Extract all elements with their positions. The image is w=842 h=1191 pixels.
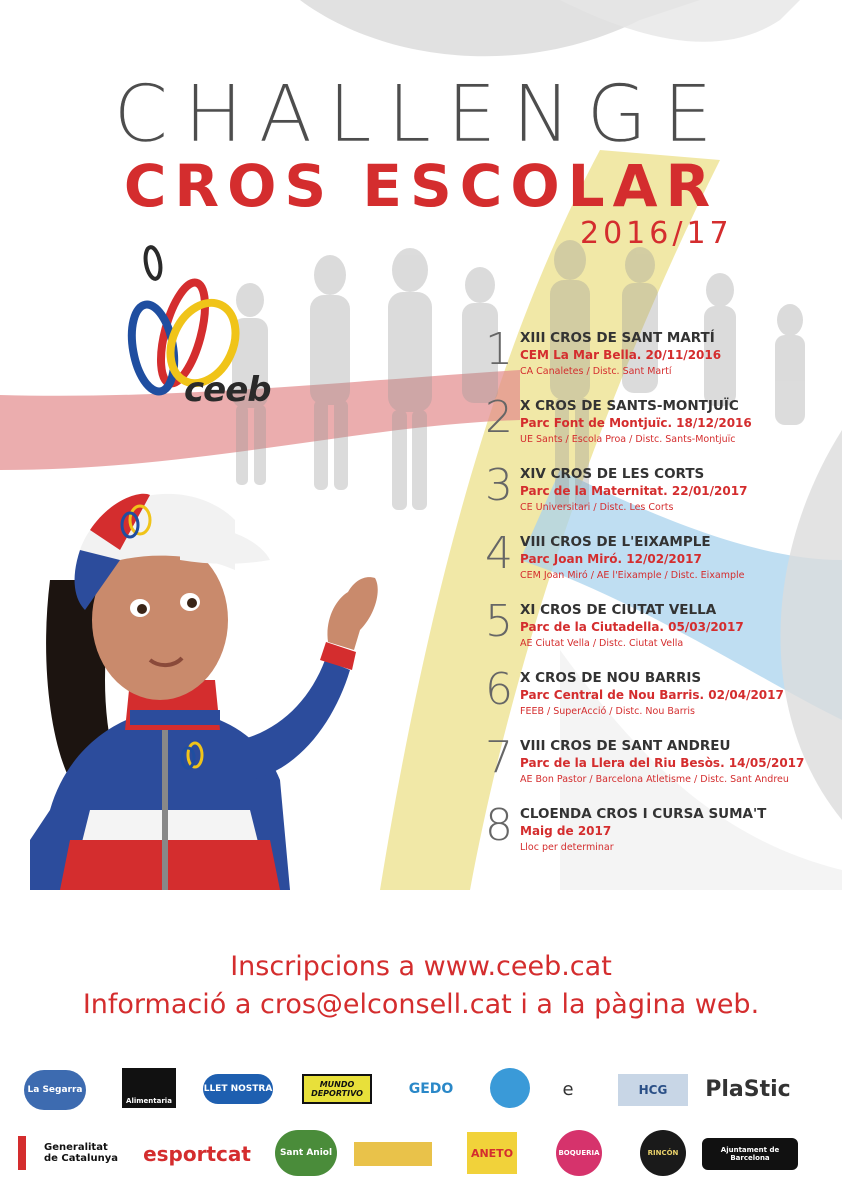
event-number: 8 [485,800,513,851]
sponsor-sant-aniol: Sant Aniol [275,1130,337,1176]
event-item [482,596,822,668]
sponsor-esportiu [490,1068,530,1108]
event-place-date: Parc Font de Montjuïc. 18/12/2016 [520,416,752,430]
event-number: 3 [485,460,513,511]
event-number: 2 [485,392,513,443]
sponsor-llet-nostra: LLET NOSTRA [203,1074,273,1104]
event-item [482,664,822,736]
event-title: XIV CROS DE LES CORTS [520,466,705,482]
event-organizer: Lloc per determinar [520,842,614,853]
sponsor-gedo: GEDO [408,1081,454,1097]
event-title: VIII CROS DE L'EIXAMPLE [520,534,711,550]
event-item [482,528,822,600]
event-item [482,392,822,464]
event-title: XI CROS DE CIUTAT VELLA [520,602,717,618]
event-item [482,324,822,396]
ceeb-logo-text: ceeb [184,370,271,410]
event-title: XIII CROS DE SANT MARTÍ [520,330,715,346]
sponsor-rincon: RINCÓN [640,1130,686,1176]
registration-info [0,948,842,1024]
sponsor-aneto: ANETO [467,1132,517,1174]
event-organizer: AE Bon Pastor / Barcelona Atletisme / Distc. Sant Andreu [520,774,789,785]
sponsor-ajuntament: Ajuntament de Barcelona [702,1138,798,1170]
event-number: 6 [485,664,513,715]
sponsor-alimentaria: Alimentaria [122,1068,176,1108]
sponsor-hcg: HCG [618,1074,688,1106]
event-organizer: CA Canaletes / Distc. Sant Martí [520,366,672,377]
event-number: 7 [485,732,513,783]
event-place-date: Maig de 2017 [520,824,612,838]
event-item [482,460,822,532]
event-number: 1 [485,324,513,375]
sponsor-esportcat: esportcat [143,1142,251,1166]
event-organizer: CE Universitari / Distc. Les Corts [520,502,674,513]
sponsor-logos [0,1066,842,1186]
sponsor-boqueria: BOQUERIA [556,1130,602,1176]
registration-line: Inscripcions a www.ceeb.cat [230,951,612,982]
sponsor-mundo-deportivo: MUNDO DEPORTIVO [302,1074,372,1104]
sponsor-ferrer-iberica [354,1142,432,1166]
event-place-date: Parc Joan Miró. 12/02/2017 [520,552,702,566]
event-item [482,800,822,872]
event-place-date: Parc Central de Nou Barris. 02/04/2017 [520,688,784,702]
event-title: CLOENDA CROS I CURSA SUMA'T [520,806,767,822]
event-item [482,732,822,804]
season-label: 2016/17 [580,216,733,251]
event-organizer: UE Sants / Escola Proa / Distc. Sants-Montjuïc [520,434,736,445]
event-place-date: Parc de la Maternitat. 22/01/2017 [520,484,748,498]
event-title: VIII CROS DE SANT ANDREU [520,738,731,754]
event-title: X CROS DE SANTS-MONTJUÏC [520,398,739,414]
event-organizer: AE Ciutat Vella / Distc. Ciutat Vella [520,638,684,649]
event-organizer: CEM Joan Miró / AE l'Eixample / Distc. Eixample [520,570,745,581]
event-list [482,324,822,872]
event-organizer: FEEB / SuperAcció / Distc. Nou Barris [520,706,695,717]
sponsor-esportiu-2: e [562,1078,574,1100]
mascot-character [30,480,400,890]
title-challenge: CHALLENGE [113,70,729,160]
event-place-date: Parc de la Ciutadella. 05/03/2017 [520,620,744,634]
event-place-date: Parc de la Llera del Riu Besòs. 14/05/2017 [520,756,805,770]
event-number: 4 [485,528,513,579]
sponsor-la-segarra: La Segarra [24,1070,86,1110]
event-number: 5 [485,596,513,647]
event-title: X CROS DE NOU BARRIS [520,670,702,686]
information-line: Informació a cros@elconsell.cat i a la pàgina web. [82,989,760,1020]
event-place-date: CEM La Mar Bella. 20/11/2016 [520,348,722,362]
title-cros-escolar: CROS ESCOLAR [123,152,719,220]
sponsor-plastic: PlaStic [705,1076,791,1102]
sponsor-generalitat: Generalitat de Catalunya [18,1136,118,1170]
